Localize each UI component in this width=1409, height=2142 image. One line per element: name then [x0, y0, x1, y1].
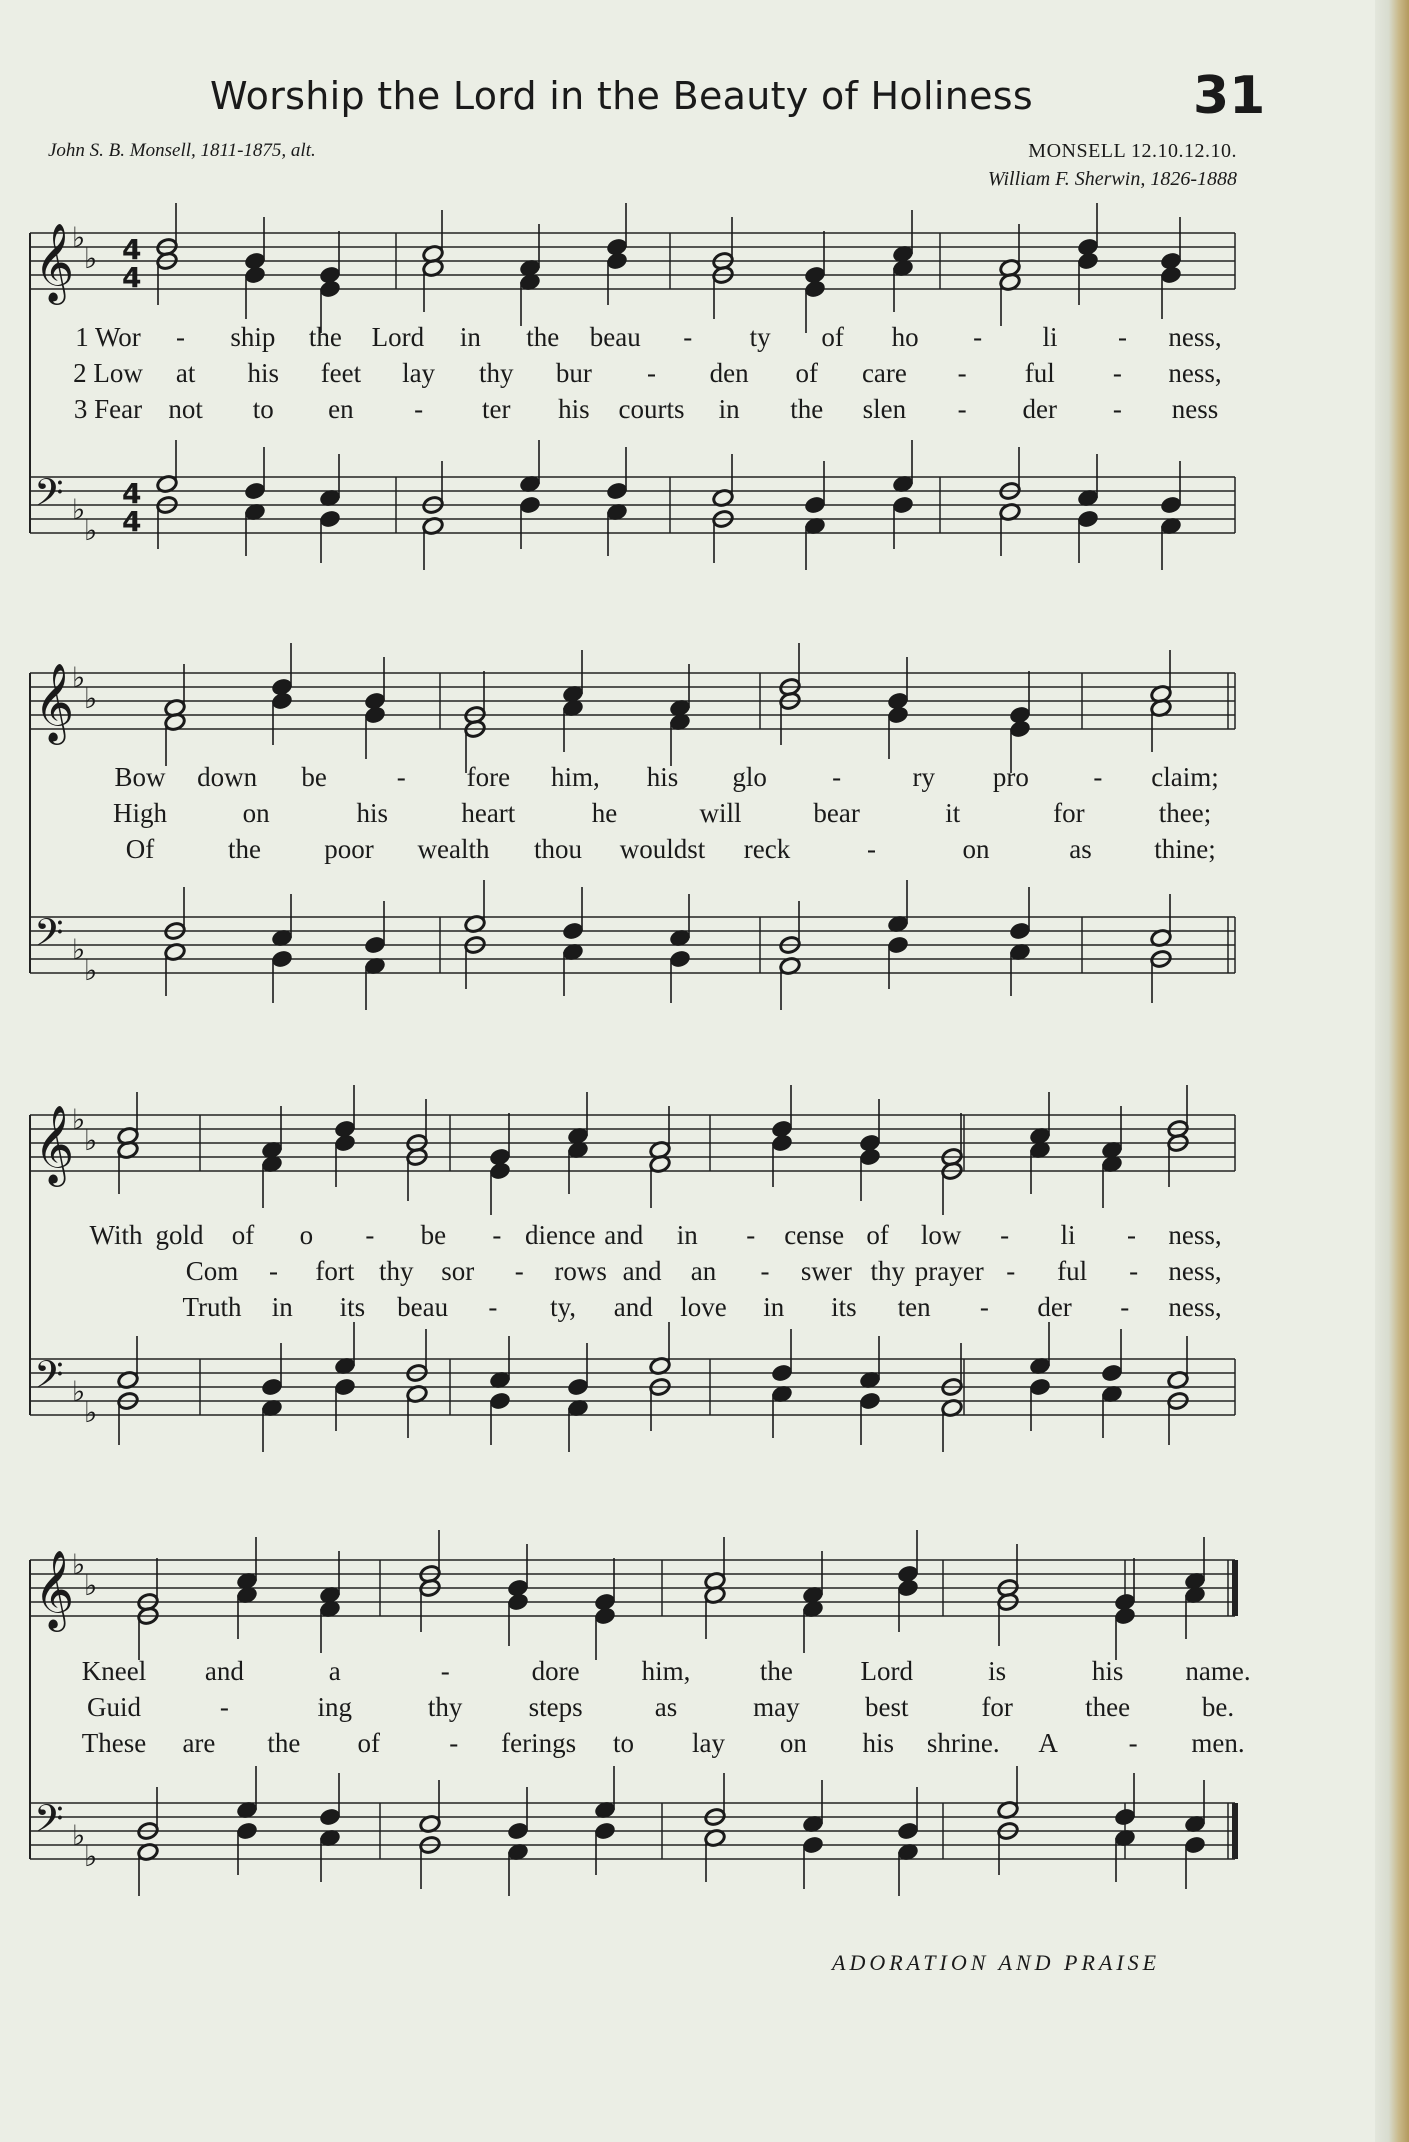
lyric-syllable: - — [488, 1292, 498, 1322]
flat-icon: ♭ — [84, 1840, 98, 1873]
lyric-syllable: reck — [743, 834, 791, 864]
lyric-syllable: ry — [912, 762, 935, 792]
lyric-syllable: lay — [402, 358, 436, 388]
notehead — [489, 1161, 512, 1181]
notehead — [859, 1391, 882, 1411]
lyric-syllable: - — [683, 322, 693, 352]
notehead — [244, 265, 267, 285]
lyric-syllable: Kneel — [81, 1656, 147, 1686]
lyric-syllable: slen — [862, 394, 907, 424]
lyric-syllable: pro — [992, 762, 1029, 792]
lyric-syllable: of — [231, 1220, 255, 1250]
lyric-syllable: and — [622, 1256, 662, 1286]
lyric-syllable: to — [613, 1728, 635, 1758]
bass-clef-icon: 𝄢 — [34, 1796, 64, 1850]
lyric-syllable: - — [492, 1220, 502, 1250]
lyric-syllable: will — [699, 798, 742, 828]
lyric-syllable: ferings — [501, 1728, 577, 1758]
flat-icon: ♭ — [72, 1375, 86, 1408]
lyric-syllable: - — [1118, 322, 1128, 352]
notehead — [859, 1147, 882, 1167]
notehead — [319, 279, 342, 299]
lyric-syllable: his — [862, 1728, 895, 1758]
lyric-syllable: - — [746, 1220, 756, 1250]
lyric-syllable: on — [962, 834, 990, 864]
lyric-syllable: li — [1042, 322, 1058, 352]
notehead — [1184, 1835, 1207, 1855]
lyric-syllable: - — [268, 1256, 278, 1286]
lyric-syllable: a — [328, 1656, 341, 1686]
notehead — [244, 481, 267, 501]
time-signature: 4 — [122, 477, 142, 510]
lyric-syllable: o — [299, 1220, 314, 1250]
lyric-syllable: to — [252, 394, 274, 424]
lyric-syllable: - — [514, 1256, 524, 1286]
notehead — [236, 1821, 259, 1841]
lyric-syllable: ship — [230, 322, 276, 352]
hymn-number: 31 — [1193, 66, 1266, 126]
lyric-syllable: dore — [531, 1656, 580, 1686]
notehead — [567, 1377, 590, 1397]
lyric-syllable: his — [646, 762, 679, 792]
lyric-syllable: ful — [1057, 1256, 1088, 1286]
lyric-syllable: prayer — [914, 1256, 984, 1286]
lyric-syllable: steps — [528, 1692, 583, 1722]
lyric-syllable: glo — [732, 762, 767, 792]
lyric-syllable: 3 Fear — [73, 394, 143, 424]
lyric-syllable: - — [1000, 1220, 1010, 1250]
lyric-syllable: of — [795, 358, 819, 388]
flat-icon: ♭ — [72, 1103, 86, 1136]
lyric-syllable: These — [81, 1728, 147, 1758]
lyric-syllable: its — [339, 1292, 366, 1322]
lyric-syllable: ter — [481, 394, 511, 424]
lyric-syllable: sor — [441, 1256, 475, 1286]
lyric-syllable: Bow — [114, 762, 166, 792]
flat-icon: ♭ — [84, 682, 98, 715]
lyric-syllable: ness, — [1168, 1220, 1222, 1250]
treble-clef-icon: 𝄞 — [34, 223, 75, 302]
notehead — [507, 1821, 530, 1841]
lyric-syllable: thy — [379, 1256, 414, 1286]
treble-clef-icon: 𝄞 — [34, 1550, 75, 1629]
lyric-syllable: Lord — [860, 1656, 914, 1686]
lyric-syllable: - — [396, 762, 406, 792]
notehead — [606, 481, 629, 501]
bass-clef-icon: 𝄢 — [34, 470, 64, 524]
lyric-syllable: in — [271, 1292, 293, 1322]
flat-icon: ♭ — [72, 493, 86, 526]
notehead — [1077, 251, 1100, 271]
lyric-syllable: the — [267, 1728, 301, 1758]
lyric-syllable: ness, — [1168, 358, 1222, 388]
lyric-syllable: lay — [691, 1728, 725, 1758]
lyric-syllable: name. — [1185, 1656, 1251, 1686]
lyric-syllable: men. — [1191, 1728, 1245, 1758]
notehead — [319, 1807, 342, 1827]
lyric-syllable: as — [654, 1692, 678, 1722]
lyric-syllable: shrine. — [926, 1728, 1000, 1758]
lyric-syllable: as — [1069, 834, 1092, 864]
notehead — [897, 1821, 920, 1841]
lyric-syllable: der — [1037, 1292, 1072, 1322]
lyric-syllable: on — [779, 1728, 807, 1758]
lyric-syllable: High — [113, 798, 167, 828]
lyric-syllable: and — [613, 1292, 653, 1322]
hymn-title: Worship the Lord in the Beauty of Holiness — [210, 74, 1033, 118]
lyric-syllable: low — [920, 1220, 962, 1250]
lyric-syllable: - — [973, 322, 983, 352]
notehead — [319, 509, 342, 529]
lyric-syllable: cense — [784, 1220, 845, 1250]
notehead — [519, 495, 542, 515]
lyric-syllable: - — [1127, 1220, 1137, 1250]
lyric-syllable: his — [1091, 1656, 1124, 1686]
lyric-syllable: With — [89, 1220, 143, 1250]
lyric-syllable: not — [168, 394, 203, 424]
lyric-syllable: - — [832, 762, 842, 792]
notehead — [364, 935, 387, 955]
lyric-syllable: the — [228, 834, 261, 864]
lyric-syllable: wouldst — [619, 834, 706, 864]
lyric-syllable: are — [182, 1728, 216, 1758]
lyric-syllable: den — [709, 358, 749, 388]
lyric-syllable: beau — [397, 1292, 449, 1322]
lyric-syllable: - — [1129, 1256, 1139, 1286]
lyric-syllable: and — [604, 1220, 644, 1250]
flat-icon: ♭ — [84, 1124, 98, 1157]
lyric-syllable: ness — [1171, 394, 1219, 424]
lyric-syllable: the — [759, 1656, 793, 1686]
notehead — [804, 279, 827, 299]
notehead — [771, 1363, 794, 1383]
flat-icon: ♭ — [84, 1569, 98, 1602]
notehead — [1101, 1363, 1124, 1383]
bass-clef-icon: 𝄢 — [34, 910, 64, 964]
lyric-syllable: - — [1006, 1256, 1016, 1286]
time-signature: 4 — [122, 261, 142, 294]
notehead — [887, 705, 910, 725]
lyric-syllable: - — [1112, 358, 1122, 388]
lyric-syllable: - — [219, 1692, 229, 1722]
lyric-syllable: the — [790, 394, 824, 424]
notehead — [1114, 1606, 1137, 1626]
lyric-syllable: gold — [155, 1220, 204, 1250]
lyric-syllable: of — [821, 322, 844, 352]
treble-clef-icon: 𝄞 — [34, 663, 75, 742]
lyric-syllable: is — [988, 1656, 1007, 1686]
lyric-syllable: thy — [870, 1256, 906, 1286]
lyric-syllable: - — [1128, 1728, 1138, 1758]
notehead — [261, 1377, 284, 1397]
lyric-syllable: and — [204, 1656, 244, 1686]
lyric-syllable: him, — [641, 1656, 691, 1686]
lyric-syllable: bear — [813, 798, 860, 828]
flat-icon: ♭ — [84, 954, 98, 987]
lyric-syllable: be. — [1201, 1692, 1235, 1722]
notehead — [887, 935, 910, 955]
lyric-syllable: of — [357, 1728, 381, 1758]
lyric-syllable: bur — [555, 358, 592, 388]
lyric-syllable: - — [414, 394, 424, 424]
lyric-syllable: ty — [749, 322, 771, 352]
lyric-syllable: ing — [317, 1692, 353, 1722]
lyric-syllable: courts — [618, 394, 685, 424]
notehead — [802, 1835, 825, 1855]
lyric-syllable: swer — [800, 1256, 852, 1286]
notehead — [804, 495, 827, 515]
notehead — [1160, 265, 1183, 285]
lyric-syllable: - — [1112, 394, 1122, 424]
lyric-syllable: fore — [466, 762, 511, 792]
lyric-syllable: thee — [1085, 1692, 1131, 1722]
lyric-syllable: - — [760, 1256, 770, 1286]
notehead — [364, 705, 387, 725]
flat-icon: ♭ — [84, 242, 98, 275]
lyric-syllable: Guid — [87, 1692, 141, 1722]
author-credit: John S. B. Monsell, 1811-1875, alt. — [48, 140, 316, 161]
lyric-syllable: li — [1060, 1220, 1076, 1250]
lyric-syllable: poor — [324, 834, 374, 864]
lyric-syllable: - — [647, 358, 656, 388]
notehead — [1009, 921, 1032, 941]
lyric-syllable: en — [328, 394, 354, 424]
lyric-syllable: claim; — [1151, 762, 1219, 792]
lyric-syllable: he — [591, 798, 618, 828]
lyric-syllable: - — [449, 1728, 459, 1758]
lyric-syllable: the — [308, 322, 342, 352]
bass-clef-icon: 𝄢 — [34, 1352, 64, 1406]
notehead — [1009, 719, 1032, 739]
notehead — [606, 251, 629, 271]
notehead — [489, 1391, 512, 1411]
lyric-syllable: - — [365, 1220, 375, 1250]
flat-icon: ♭ — [72, 1548, 86, 1581]
lyric-syllable: ness, — [1168, 1256, 1222, 1286]
time-signature: 4 — [122, 505, 142, 538]
lyric-syllable: - — [957, 358, 967, 388]
lyric-syllable: in — [763, 1292, 785, 1322]
composer-credit: William F. Sherwin, 1826-1888 — [987, 168, 1237, 190]
section-footer: ADORATION AND PRAISE — [832, 1950, 1161, 1975]
lyric-syllable: 2 Low — [73, 358, 143, 388]
lyric-syllable: ness, — [1168, 1292, 1222, 1322]
flat-icon: ♭ — [72, 661, 86, 694]
notehead — [334, 1133, 357, 1153]
lyric-syllable: thee; — [1158, 798, 1212, 828]
notehead — [271, 949, 294, 969]
lyric-syllable: his — [558, 394, 590, 424]
flat-icon: ♭ — [72, 221, 86, 254]
treble-clef-icon: 𝄞 — [34, 1105, 75, 1184]
lyric-syllable: rows — [554, 1256, 607, 1286]
lyric-syllable: his — [356, 798, 388, 828]
lyric-syllable: thy — [478, 358, 514, 388]
time-signature: 4 — [122, 233, 142, 266]
notehead — [1160, 495, 1183, 515]
lyric-syllable: an — [690, 1256, 717, 1286]
lyric-syllable: in — [718, 394, 740, 424]
lyric-syllable: ty, — [550, 1292, 577, 1322]
notehead — [271, 691, 294, 711]
notehead — [1029, 1377, 1052, 1397]
lyric-syllable: care — [861, 358, 907, 388]
lyric-syllable: of — [866, 1220, 889, 1250]
lyric-syllable: in — [459, 322, 481, 352]
flat-icon: ♭ — [72, 1819, 86, 1852]
lyric-syllable: be — [301, 762, 327, 792]
lyric-syllable: dience — [525, 1220, 596, 1250]
lyric-syllable: Truth — [182, 1292, 242, 1322]
lyric-syllable: thine; — [1154, 834, 1216, 864]
lyric-syllable: be — [420, 1220, 447, 1250]
notehead — [1114, 1807, 1137, 1827]
lyric-syllable: for — [1053, 798, 1085, 828]
lyric-syllable: - — [440, 1656, 450, 1686]
notehead — [1077, 509, 1100, 529]
lyric-syllable: - — [957, 394, 967, 424]
lyric-syllable: ness, — [1168, 322, 1222, 352]
notehead — [594, 1606, 617, 1626]
lyric-syllable: down — [197, 762, 258, 792]
lyric-syllable: - — [1093, 762, 1103, 792]
lyric-syllable: its — [831, 1292, 857, 1322]
lyric-syllable: der — [1022, 394, 1057, 424]
tune-meter: MONSELL 12.10.12.10. — [1028, 140, 1237, 162]
lyric-syllable: best — [865, 1692, 909, 1722]
lyric-syllable: love — [680, 1292, 727, 1322]
notehead — [562, 921, 585, 941]
lyric-syllable: Of — [125, 834, 155, 864]
lyric-syllable: for — [981, 1692, 1013, 1722]
lyric-syllable: on — [242, 798, 270, 828]
lyric-syllable: ho — [891, 322, 919, 352]
notehead — [594, 1821, 617, 1841]
lyric-syllable: ful — [1024, 358, 1055, 388]
lyric-syllable: ten — [897, 1292, 931, 1322]
lyric-syllable: - — [979, 1292, 989, 1322]
lyric-syllable: his — [247, 358, 280, 388]
notehead — [771, 1133, 794, 1153]
flat-icon: ♭ — [72, 933, 86, 966]
flat-icon: ♭ — [84, 1396, 98, 1429]
notehead — [892, 495, 915, 515]
lyric-syllable: thou — [533, 834, 583, 864]
lyric-syllable: heart — [461, 798, 516, 828]
lyric-syllable: Lord — [371, 322, 425, 352]
lyric-syllable: 1 Wor — [75, 322, 141, 352]
lyric-syllable: at — [175, 358, 196, 388]
lyric-syllable: - — [1120, 1292, 1130, 1322]
lyric-syllable: him, — [551, 762, 600, 792]
lyric-syllable: Com — [185, 1256, 239, 1286]
lyric-syllable: feet — [320, 358, 362, 388]
lyric-syllable: in — [676, 1220, 698, 1250]
lyric-syllable: A — [1038, 1728, 1058, 1758]
lyric-syllable: fort — [315, 1256, 355, 1286]
lyric-syllable: it — [945, 798, 961, 828]
lyric-syllable: wealth — [417, 834, 490, 864]
lyric-syllable: beau — [589, 322, 641, 352]
lyric-syllable: thy — [427, 1692, 463, 1722]
notehead — [897, 1578, 920, 1598]
lyric-syllable: - — [175, 322, 185, 352]
lyric-syllable: - — [867, 834, 876, 864]
notehead — [669, 949, 692, 969]
lyric-syllable: may — [753, 1692, 800, 1722]
lyric-syllable: the — [526, 322, 560, 352]
notehead — [334, 1377, 357, 1397]
flat-icon: ♭ — [84, 514, 98, 547]
notehead — [507, 1592, 530, 1612]
